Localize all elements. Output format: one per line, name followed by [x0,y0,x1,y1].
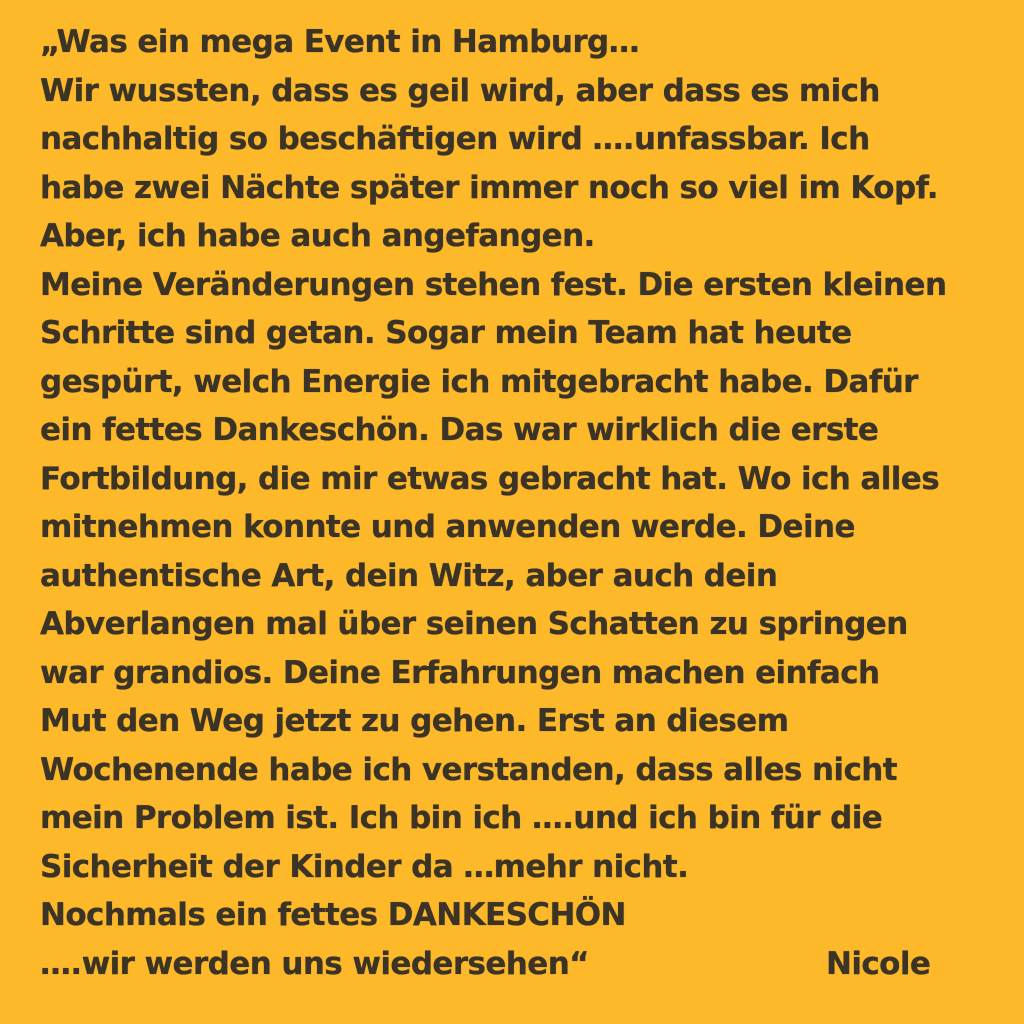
quote-line: Aber, ich habe auch angefangen. [40,218,595,254]
quote-line: Meine Veränderungen stehen fest. Die ersten kleinen [40,266,947,303]
quote-line: Sicherheit der Kinder da …mehr nicht. [40,848,689,885]
quote-line: Wir wussten, dass es geil wird, aber dass es mich [40,72,880,109]
quote-line: Schritte sind getan. Sogar mein Team hat heute [40,315,852,351]
quote-line: Mut den Weg jetzt zu gehen. Erst an diesem [40,703,789,739]
quote-line: habe zwei Nächte später immer noch so viel im Kopf. [40,169,938,206]
quote-line: Wochenende habe ich verstanden, dass alles nicht [40,751,897,788]
quote-line: ….wir werden uns wiedersehen“ [40,945,589,982]
testimonial-quote [40,18,1008,988]
quote-line: ein fettes Dankeschön. Das war wirklich die erste [40,412,879,448]
quote-line: war grandios. Deine Erfahrungen machen einfach [40,654,880,691]
quote-line: mitnehmen konnte und anwenden werde. Deine [40,509,855,545]
quote-line: Abverlangen mal über seinen Schatten zu springen [40,606,908,642]
quote-line: Nochmals ein fettes DANKESCHÖN [40,897,626,933]
quote-closing-line [40,940,1008,989]
quote-line: gespürt, welch Energie ich mitgebracht habe. Dafür [40,363,918,400]
quote-line: authentische Art, dein Witz, aber auch dein [40,557,778,594]
quote-line: Fortbildung, die mir etwas gebracht hat. Wo ich alles [40,460,940,497]
quote-line: mein Problem ist. Ich bin ich ….und ich bin für die [40,800,883,836]
quote-line: nachhaltig so beschäftigen wird ….unfassbar. Ich [40,121,870,157]
quote-line: „Was ein mega Event in Hamburg… [40,24,639,60]
author-signature: Nicole [826,945,931,982]
